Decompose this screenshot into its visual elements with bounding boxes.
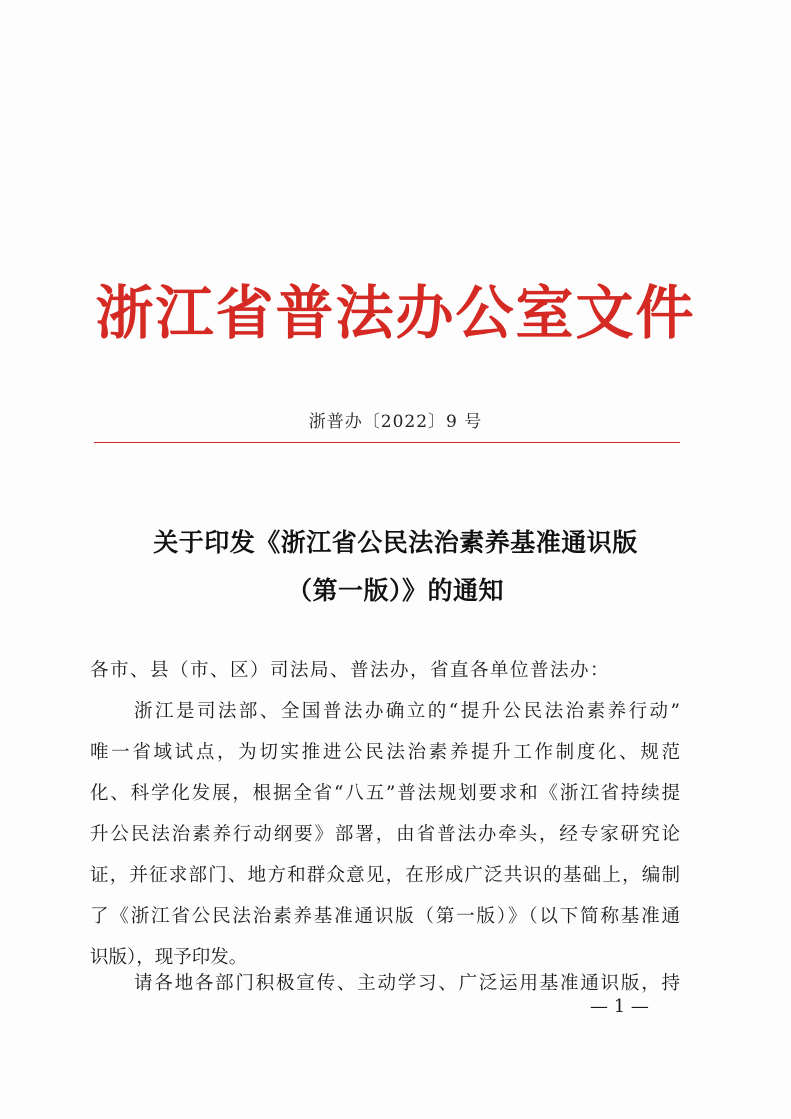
- paragraph-1-line-6: 了《浙江省公民法治素养基准通识版（第一版）》（以下简称基准通: [90, 906, 680, 927]
- paragraph-1-line-7: 识版），现予印发。: [90, 947, 248, 968]
- document-masthead: 浙江省普法办公室文件: [95, 279, 696, 347]
- document-number: 浙普办〔2022〕9 号: [308, 412, 483, 432]
- paragraph-1-line-3: 化、科学化发展，根据全省“八五”普法规划要求和《浙江省持续提: [90, 783, 680, 804]
- red-divider-line: [94, 442, 680, 443]
- paragraph-1-line-5: 证，并征求部门、地方和群众意见，在形成广泛共识的基础上，编制: [90, 865, 680, 886]
- paragraph-1-line-4: 升公民法治素养行动纲要》部署，由省普法办牵头，经专家研究论: [90, 824, 680, 845]
- document-title-line-1: 关于印发《浙江省公民法治素养基准通识版: [153, 528, 638, 557]
- paragraph-1-line-2: 唯一省域试点，为切实推进公民法治素养提升工作制度化、规范: [90, 742, 680, 763]
- paragraph-2-line-1: 请各地各部门积极宣传、主动学习、广泛运用基准通识版，持: [134, 973, 680, 994]
- document-title-line-2: （第一版）》的通知: [286, 576, 504, 605]
- paragraph-1-line-1: 浙江是司法部、全国普法办确立的“提升公民法治素养行动”: [134, 701, 680, 722]
- page-number: — 1 —: [590, 996, 649, 1017]
- salutation: 各市、县（市、区）司法局、普法办，省直各单位普法办：: [90, 660, 611, 681]
